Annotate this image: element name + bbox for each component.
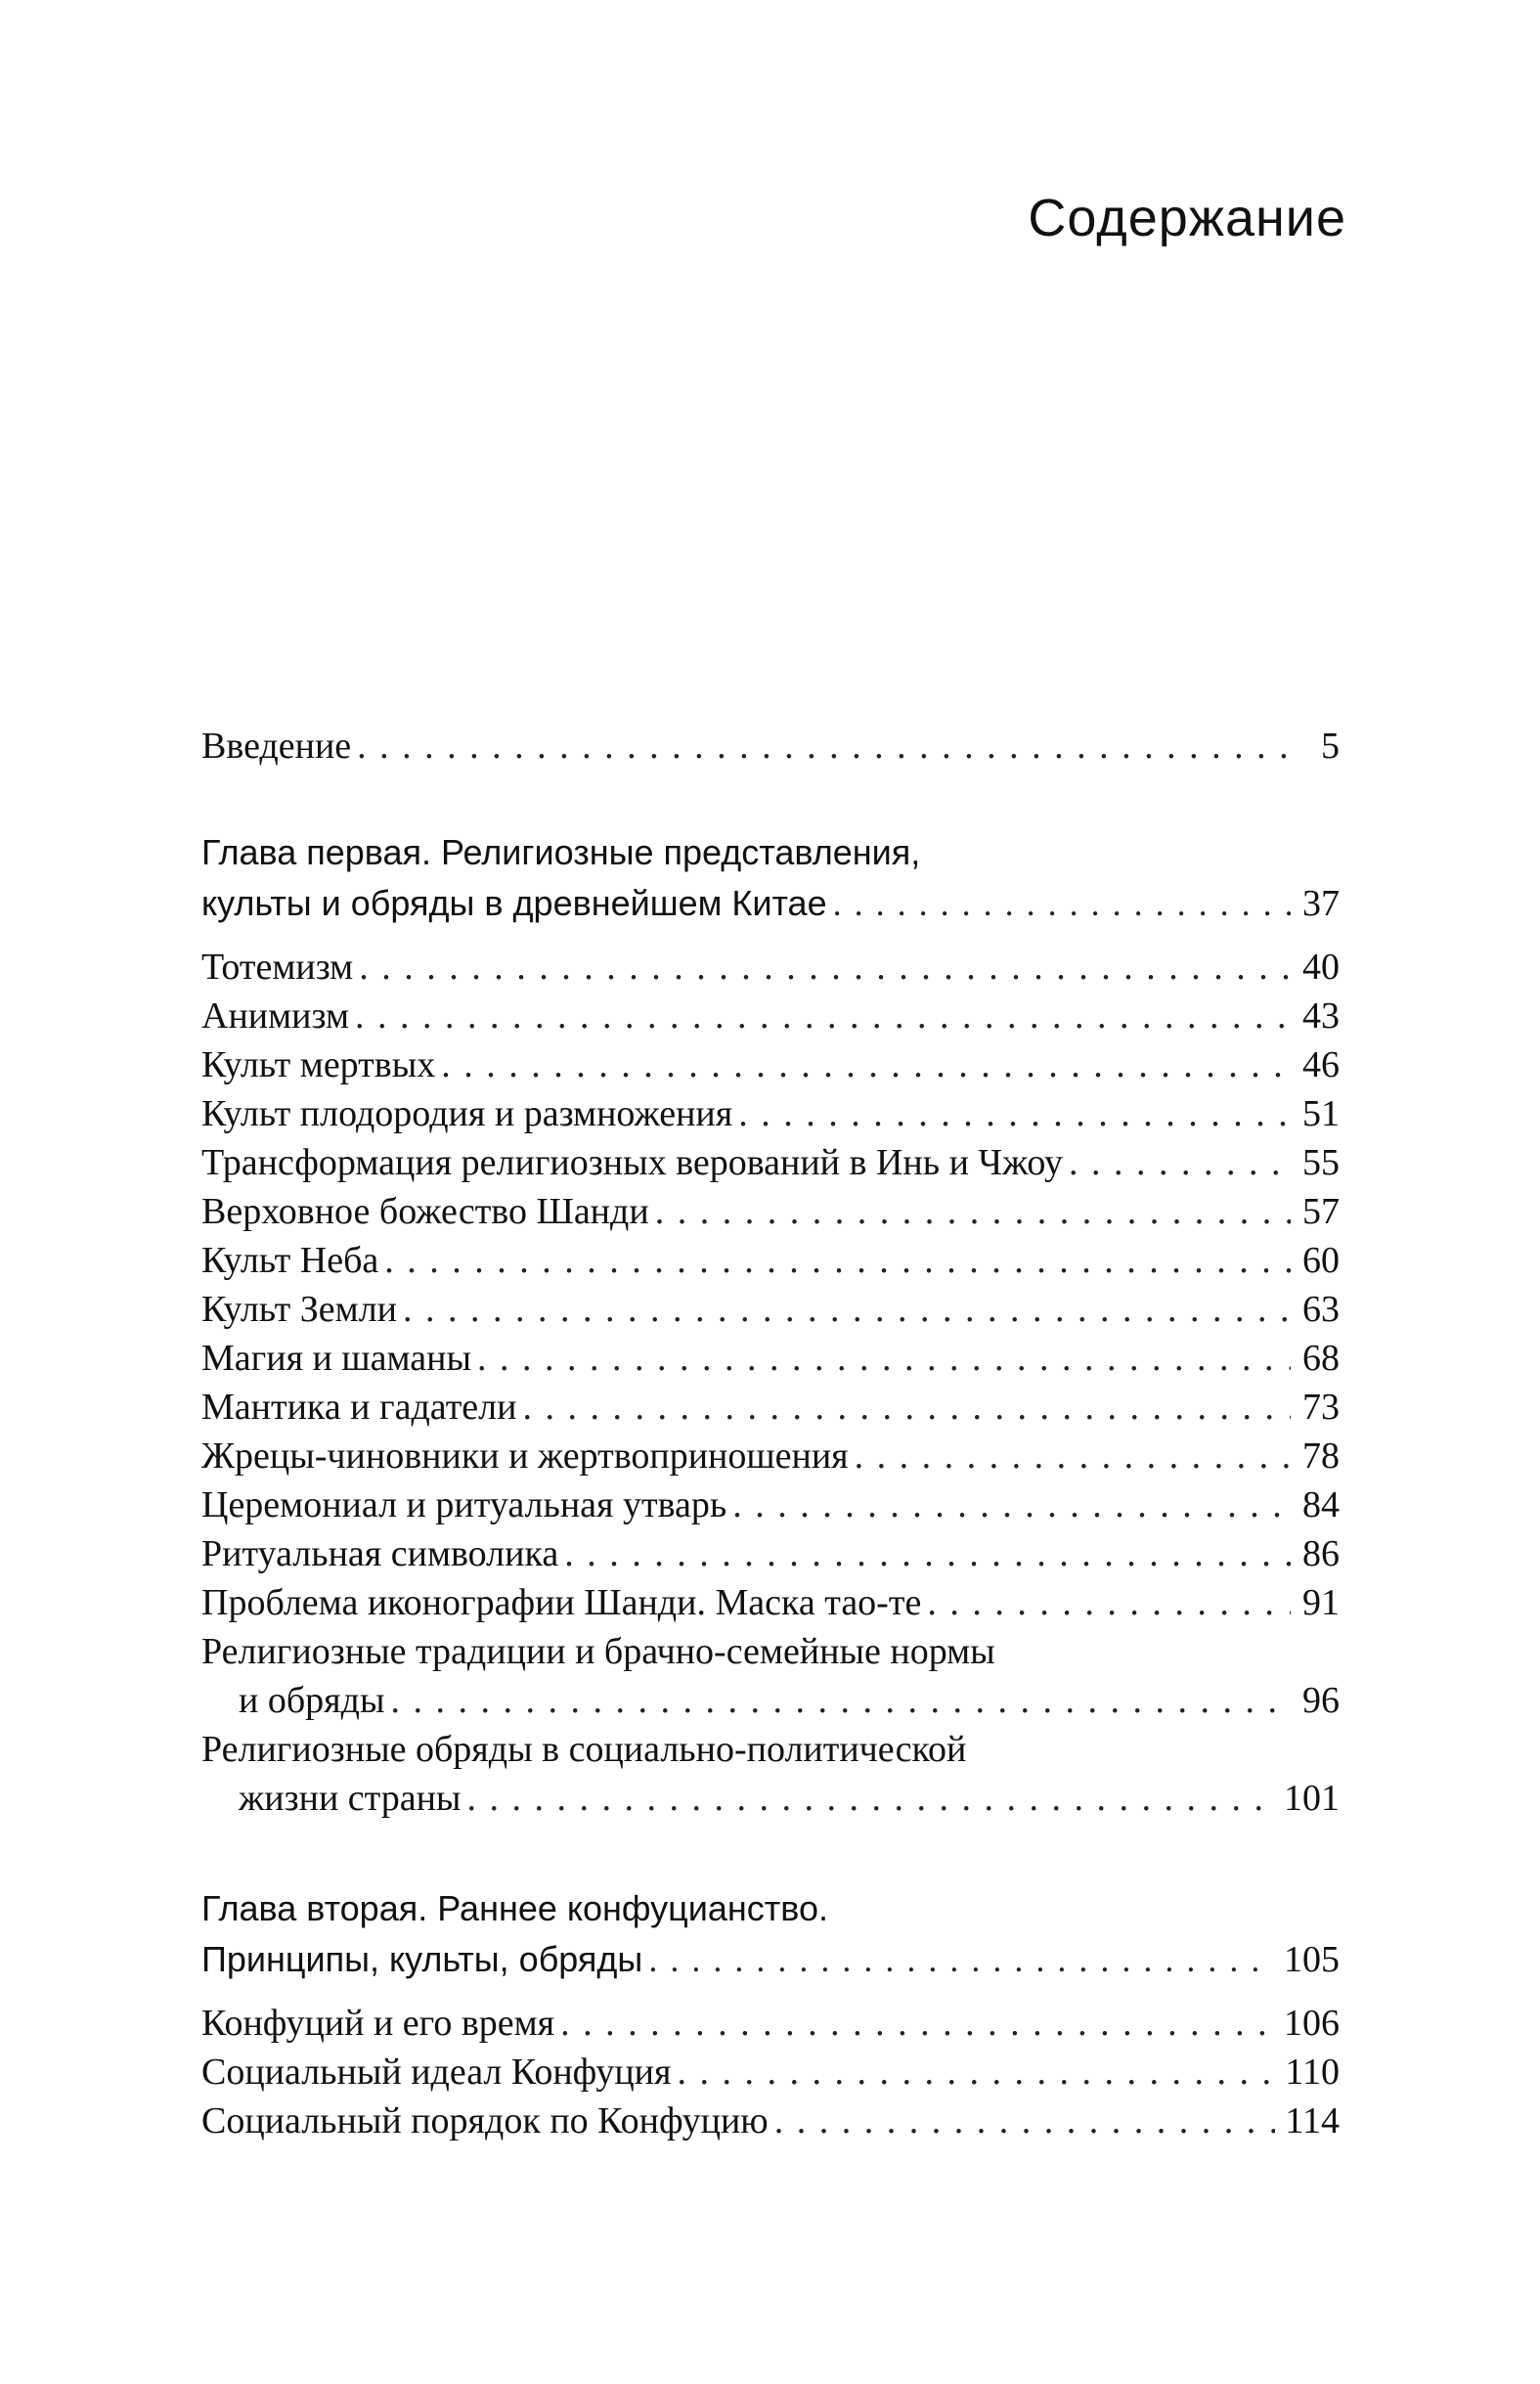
- toc-page-number: 5: [1321, 726, 1340, 767]
- toc-page-number: 78: [1302, 1435, 1340, 1477]
- toc-page-number: 60: [1302, 1240, 1340, 1281]
- dot-leader: [774, 2097, 1276, 2145]
- chapter-two: [201, 1883, 1340, 1985]
- chapter-heading-entry[interactable]: [201, 1934, 1340, 1985]
- toc-entry-continuation: [201, 1774, 1340, 1823]
- toc-entry[interactable]: [201, 1187, 1340, 1236]
- dot-leader: [855, 1432, 1291, 1480]
- toc-page-number: 40: [1302, 947, 1340, 988]
- toc-page-number: 105: [1284, 1939, 1340, 1980]
- toc-page-number: 57: [1302, 1191, 1340, 1232]
- toc-page-number: 114: [1285, 2100, 1340, 2141]
- toc-entry[interactable]: [201, 1334, 1340, 1383]
- dot-leader: [384, 1236, 1291, 1285]
- toc-entry-label: Культ Неба: [201, 1240, 379, 1281]
- chapter-title-line: культы и обряды в древнейшем Китае: [201, 883, 827, 923]
- toc-page-number: 43: [1302, 995, 1340, 1037]
- chapter-one-sections: [201, 943, 1340, 1823]
- dot-leader: [927, 1578, 1291, 1627]
- dot-leader: [391, 1676, 1291, 1725]
- toc-entry[interactable]: [201, 1529, 1340, 1578]
- toc-page-number: 37: [1302, 883, 1340, 924]
- toc-entry[interactable]: [201, 1089, 1340, 1138]
- toc-entry-label: Культ Земли: [201, 1289, 398, 1330]
- dot-leader: [359, 943, 1291, 992]
- toc-page-number: 84: [1302, 1484, 1340, 1525]
- toc-entry-introduction[interactable]: [201, 722, 1340, 771]
- toc-entry-label: и обряды: [239, 1680, 385, 1721]
- dot-leader: [466, 1774, 1274, 1823]
- dot-leader: [355, 992, 1291, 1040]
- toc-entry[interactable]: [201, 943, 1340, 992]
- chapter-heading-entry[interactable]: [201, 878, 1340, 929]
- dot-leader: [477, 1334, 1291, 1383]
- dot-leader: [403, 1285, 1291, 1334]
- toc-entry[interactable]: [201, 992, 1340, 1040]
- toc-entry-label: Конфуций и его время: [201, 2003, 555, 2044]
- toc-page-number: 73: [1302, 1387, 1340, 1428]
- toc-entry-label: Анимизм: [201, 995, 350, 1037]
- toc-entry-label: Тотемизм: [201, 947, 354, 988]
- toc-page-number: 86: [1302, 1533, 1340, 1574]
- toc-page-number: 91: [1302, 1582, 1340, 1623]
- toc-entry-multiline[interactable]: [201, 1627, 1340, 1725]
- toc-entry[interactable]: [201, 1040, 1340, 1089]
- toc-entry[interactable]: [201, 1138, 1340, 1187]
- toc-entry[interactable]: [201, 1480, 1340, 1529]
- toc-page-number: 63: [1302, 1289, 1340, 1330]
- toc-entry-label: Социальный идеал Конфуция: [201, 2052, 672, 2093]
- dot-leader: [1069, 1138, 1291, 1187]
- toc-page-number: 96: [1302, 1680, 1340, 1721]
- toc-entry[interactable]: [201, 1383, 1340, 1432]
- toc-entry-label: Церемониал и ритуальная утварь: [201, 1484, 727, 1525]
- toc-entry[interactable]: [201, 1236, 1340, 1285]
- toc-page-number: 110: [1285, 2052, 1340, 2093]
- toc-entry[interactable]: [201, 1285, 1340, 1334]
- dot-leader: [732, 1480, 1291, 1529]
- toc-page-number: 51: [1302, 1093, 1340, 1134]
- toc-entry-label: Социальный порядок по Конфуцию: [201, 2100, 769, 2141]
- toc-entry-label: Мантика и гадатели: [201, 1387, 517, 1428]
- toc-page-number: 46: [1302, 1044, 1340, 1085]
- dot-leader: [564, 1529, 1291, 1578]
- toc-entry-multiline[interactable]: [201, 1725, 1340, 1823]
- toc-page-number: 68: [1302, 1338, 1340, 1379]
- toc-entry[interactable]: [201, 1999, 1340, 2048]
- toc-entry[interactable]: [201, 2097, 1340, 2145]
- dot-leader: [655, 1187, 1291, 1236]
- toc-entry-label: Ритуальная символика: [201, 1533, 559, 1574]
- dot-leader: [357, 722, 1291, 771]
- dot-leader: [441, 1040, 1291, 1089]
- toc-entry-label: Верховное божество Шанди: [201, 1191, 649, 1232]
- toc-entry-label: Магия и шаманы: [201, 1338, 472, 1379]
- chapter-one: [201, 827, 1340, 929]
- toc-page-number: 55: [1302, 1142, 1340, 1183]
- dot-leader: [678, 2048, 1276, 2097]
- dot-leader: [833, 878, 1291, 929]
- toc-page-number: 101: [1284, 1778, 1340, 1819]
- chapter-two-sections: [201, 1999, 1340, 2145]
- toc-entry-label: Введение: [201, 726, 352, 767]
- toc-entry-label: жизни страны: [239, 1778, 462, 1819]
- toc-entry-label: Жрецы-чиновники и жертвоприношения: [201, 1435, 849, 1477]
- chapter-title-line: Глава первая. Религиозные представления,: [201, 832, 921, 872]
- dot-leader: [522, 1383, 1291, 1432]
- dot-leader: [560, 1999, 1274, 2048]
- toc-entry-label: Религиозные обряды в социально-политической: [201, 1729, 967, 1770]
- toc-entry-label: Проблема иконографии Шанди. Маска тао-те: [201, 1582, 922, 1623]
- dot-leader: [738, 1089, 1291, 1138]
- toc-entry-label: Трансформация религиозных верований в Инь и Чжоу: [201, 1142, 1063, 1183]
- toc-entry-continuation: [201, 1676, 1340, 1725]
- table-of-contents: [201, 722, 1340, 2145]
- toc-entry[interactable]: [201, 1432, 1340, 1480]
- toc-entry-label: Культ мертвых: [201, 1044, 436, 1085]
- toc-entry[interactable]: [201, 2048, 1340, 2097]
- chapter-title-line: Принципы, культы, обряды: [201, 1939, 643, 1979]
- page-title: Содержание: [1028, 189, 1346, 247]
- chapter-title-line: Глава вторая. Раннее конфуцианство.: [201, 1888, 829, 1928]
- toc-entry[interactable]: [201, 1578, 1340, 1627]
- toc-entry-label: Культ плодородия и размножения: [201, 1093, 733, 1134]
- toc-page-number: 106: [1284, 2003, 1340, 2044]
- dot-leader: [648, 1934, 1274, 1985]
- toc-entry-label: Религиозные традиции и брачно-семейные нормы: [201, 1631, 995, 1672]
